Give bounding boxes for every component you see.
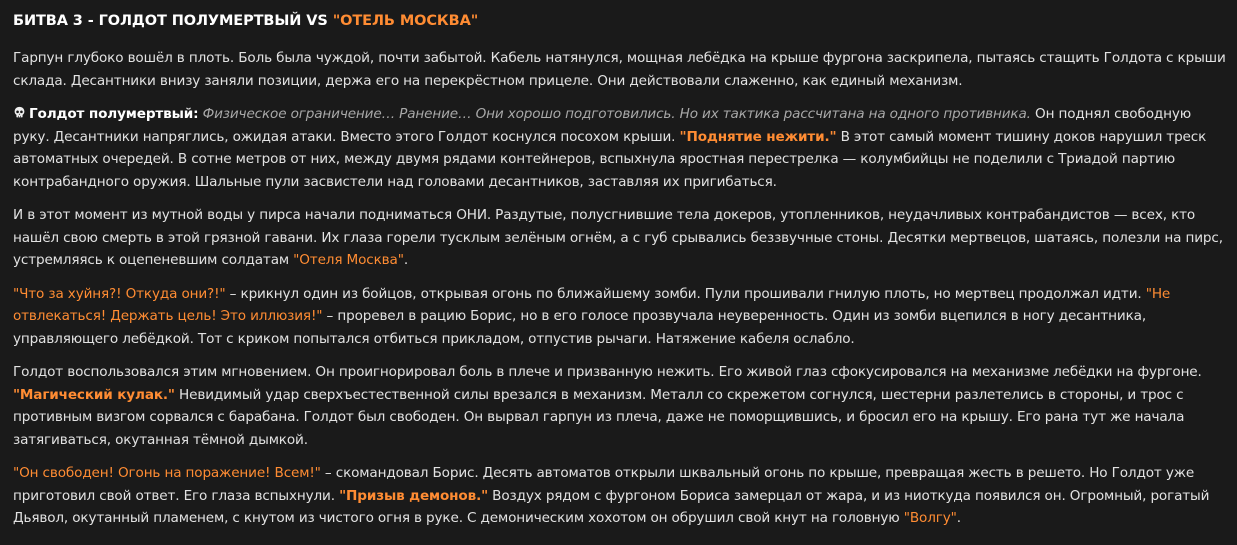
narration-text: – проревел в рацию Борис, но в его голосе прозвучала неуверенность. Один из зомби вцепился в ногу десантника, управляющего лебёдкой. Тот с криком попытался отбиться прикладом, отпустив рычаги. Натяжение кабеля ослабло.	[13, 308, 1147, 347]
vehicle-name: "Волгу"	[903, 510, 957, 526]
dialogue-quote: "Не отвлекаться! Держать цель! Это иллюзия!"	[13, 285, 1171, 324]
dialogue-quote: "Что за хуйня?! Откуда они?!"	[13, 285, 226, 302]
narration-text: Голдот воспользовался этим мгновением. Он проигнорировал боль в плече и призванную нежить. Его живой глаз сфокусировался на механизме лебёдки на фургоне.	[13, 364, 1202, 380]
paragraph-2	[13, 103, 1227, 193]
battle-title-prefix: БИТВА 3 - ГОЛДОТ ПОЛУМЕРТВЫЙ VS	[13, 13, 333, 29]
narration-text: В этот самый момент тишину доков нарушил треск автоматных очередей. В сотне метров от них, между двумя рядами контейнеров, вспыхнула яростная перестрелка — колумбийцы не поделили с Триадой партию контрабандного оружия. Шальные пули засвистели над головами десантников, заставляя их пригибаться.	[13, 128, 1207, 190]
narration-text: И в этот момент из мутной воды у пирса начали подниматься ОНИ. Раздутые, полусгнившие тела докеров, утопленников, неудачливых контрабандистов — всех, кто нашёл свою смерть в этой грязной гавани. Их глаза горели тусклым зелёным огнём, а с губ срывались беззвучные стоны. Десятки мертвецов, шатаясь, полезли на пирс, устремляясь к оцепеневшим солдатам	[13, 207, 1223, 268]
faction-name: "Отеля Москва"	[293, 252, 404, 268]
spell-name: "Поднятие нежити."	[679, 128, 837, 145]
spell-name: "Призыв демонов."	[339, 487, 489, 504]
paragraph-5	[13, 361, 1227, 451]
skull-icon	[13, 106, 26, 119]
narration-text: – скомандовал Борис. Десять автоматов открыли шквальный огонь по крыше, превращая жесть в решето. Но Голдот уже приготовил свой ответ. Его глаза вспыхнули.	[13, 465, 1195, 504]
narration-text: Невидимый удар сверхъестественной силы врезался в механизм. Металл со скрежетом согнулся, шестерни разлетелись в стороны, и трос с противным визгом сорвался с барабана. Голдот был свободен. Он вырвал гарпун из плеча, даже не поморщившись, и бросил его на крышу. Его рана тут же начала затягиваться, окутанная тёмной дымкой.	[13, 386, 1185, 448]
character-name: Голдот полумертвый:	[29, 106, 199, 122]
narration-text: .	[403, 252, 408, 268]
spell-name: "Магический кулак."	[13, 386, 175, 403]
paragraph-4	[13, 283, 1227, 351]
dialogue-quote: "Он свободен! Огонь на поражение! Всем!"	[13, 465, 321, 481]
narration-text: – крикнул один из бойцов, открывая огонь по ближайшему зомби. Пули прошивали гнилую плоть, но мертвец продолжал идти.	[225, 285, 1146, 302]
narration-text: Воздух рядом с фургоном Бориса замерцал от жара, и из ниоткуда появился он. Огромный, рогатый Дьявол, окутанный пламенем, с кнутом из чистого огня в руке. С демоническим хохотом он обрушил свой кнут на головную	[13, 487, 1210, 526]
narration-text: .	[956, 510, 961, 526]
paragraph-1: Гарпун глубоко вошёл в плоть. Боль была чуждой, почти забытой. Кабель натянулся, мощная лебёдка на крыше фургона заскрипела, пытаясь стащить Голдота с крыши склада. Десантники внизу заняли позиции, держа его на перекрёстном прицеле. Они действовали слаженно, как единый механизм.	[13, 50, 1226, 89]
character-thought: Физическое ограничение… Ранение… Они хорошо подготовились. Но их тактика рассчитана на одного противника.	[202, 106, 1031, 122]
battle-title-opponent: "ОТЕЛЬ МОСКВА"	[332, 13, 479, 29]
paragraph-6	[13, 462, 1227, 530]
narration-text: Он поднял свободную руку. Десантники напряглись, ожидая атаки. Вместо этого Голдот коснулся посохом крыши.	[13, 106, 1192, 145]
paragraph-3	[13, 204, 1227, 272]
battle-title	[13, 9, 1227, 33]
